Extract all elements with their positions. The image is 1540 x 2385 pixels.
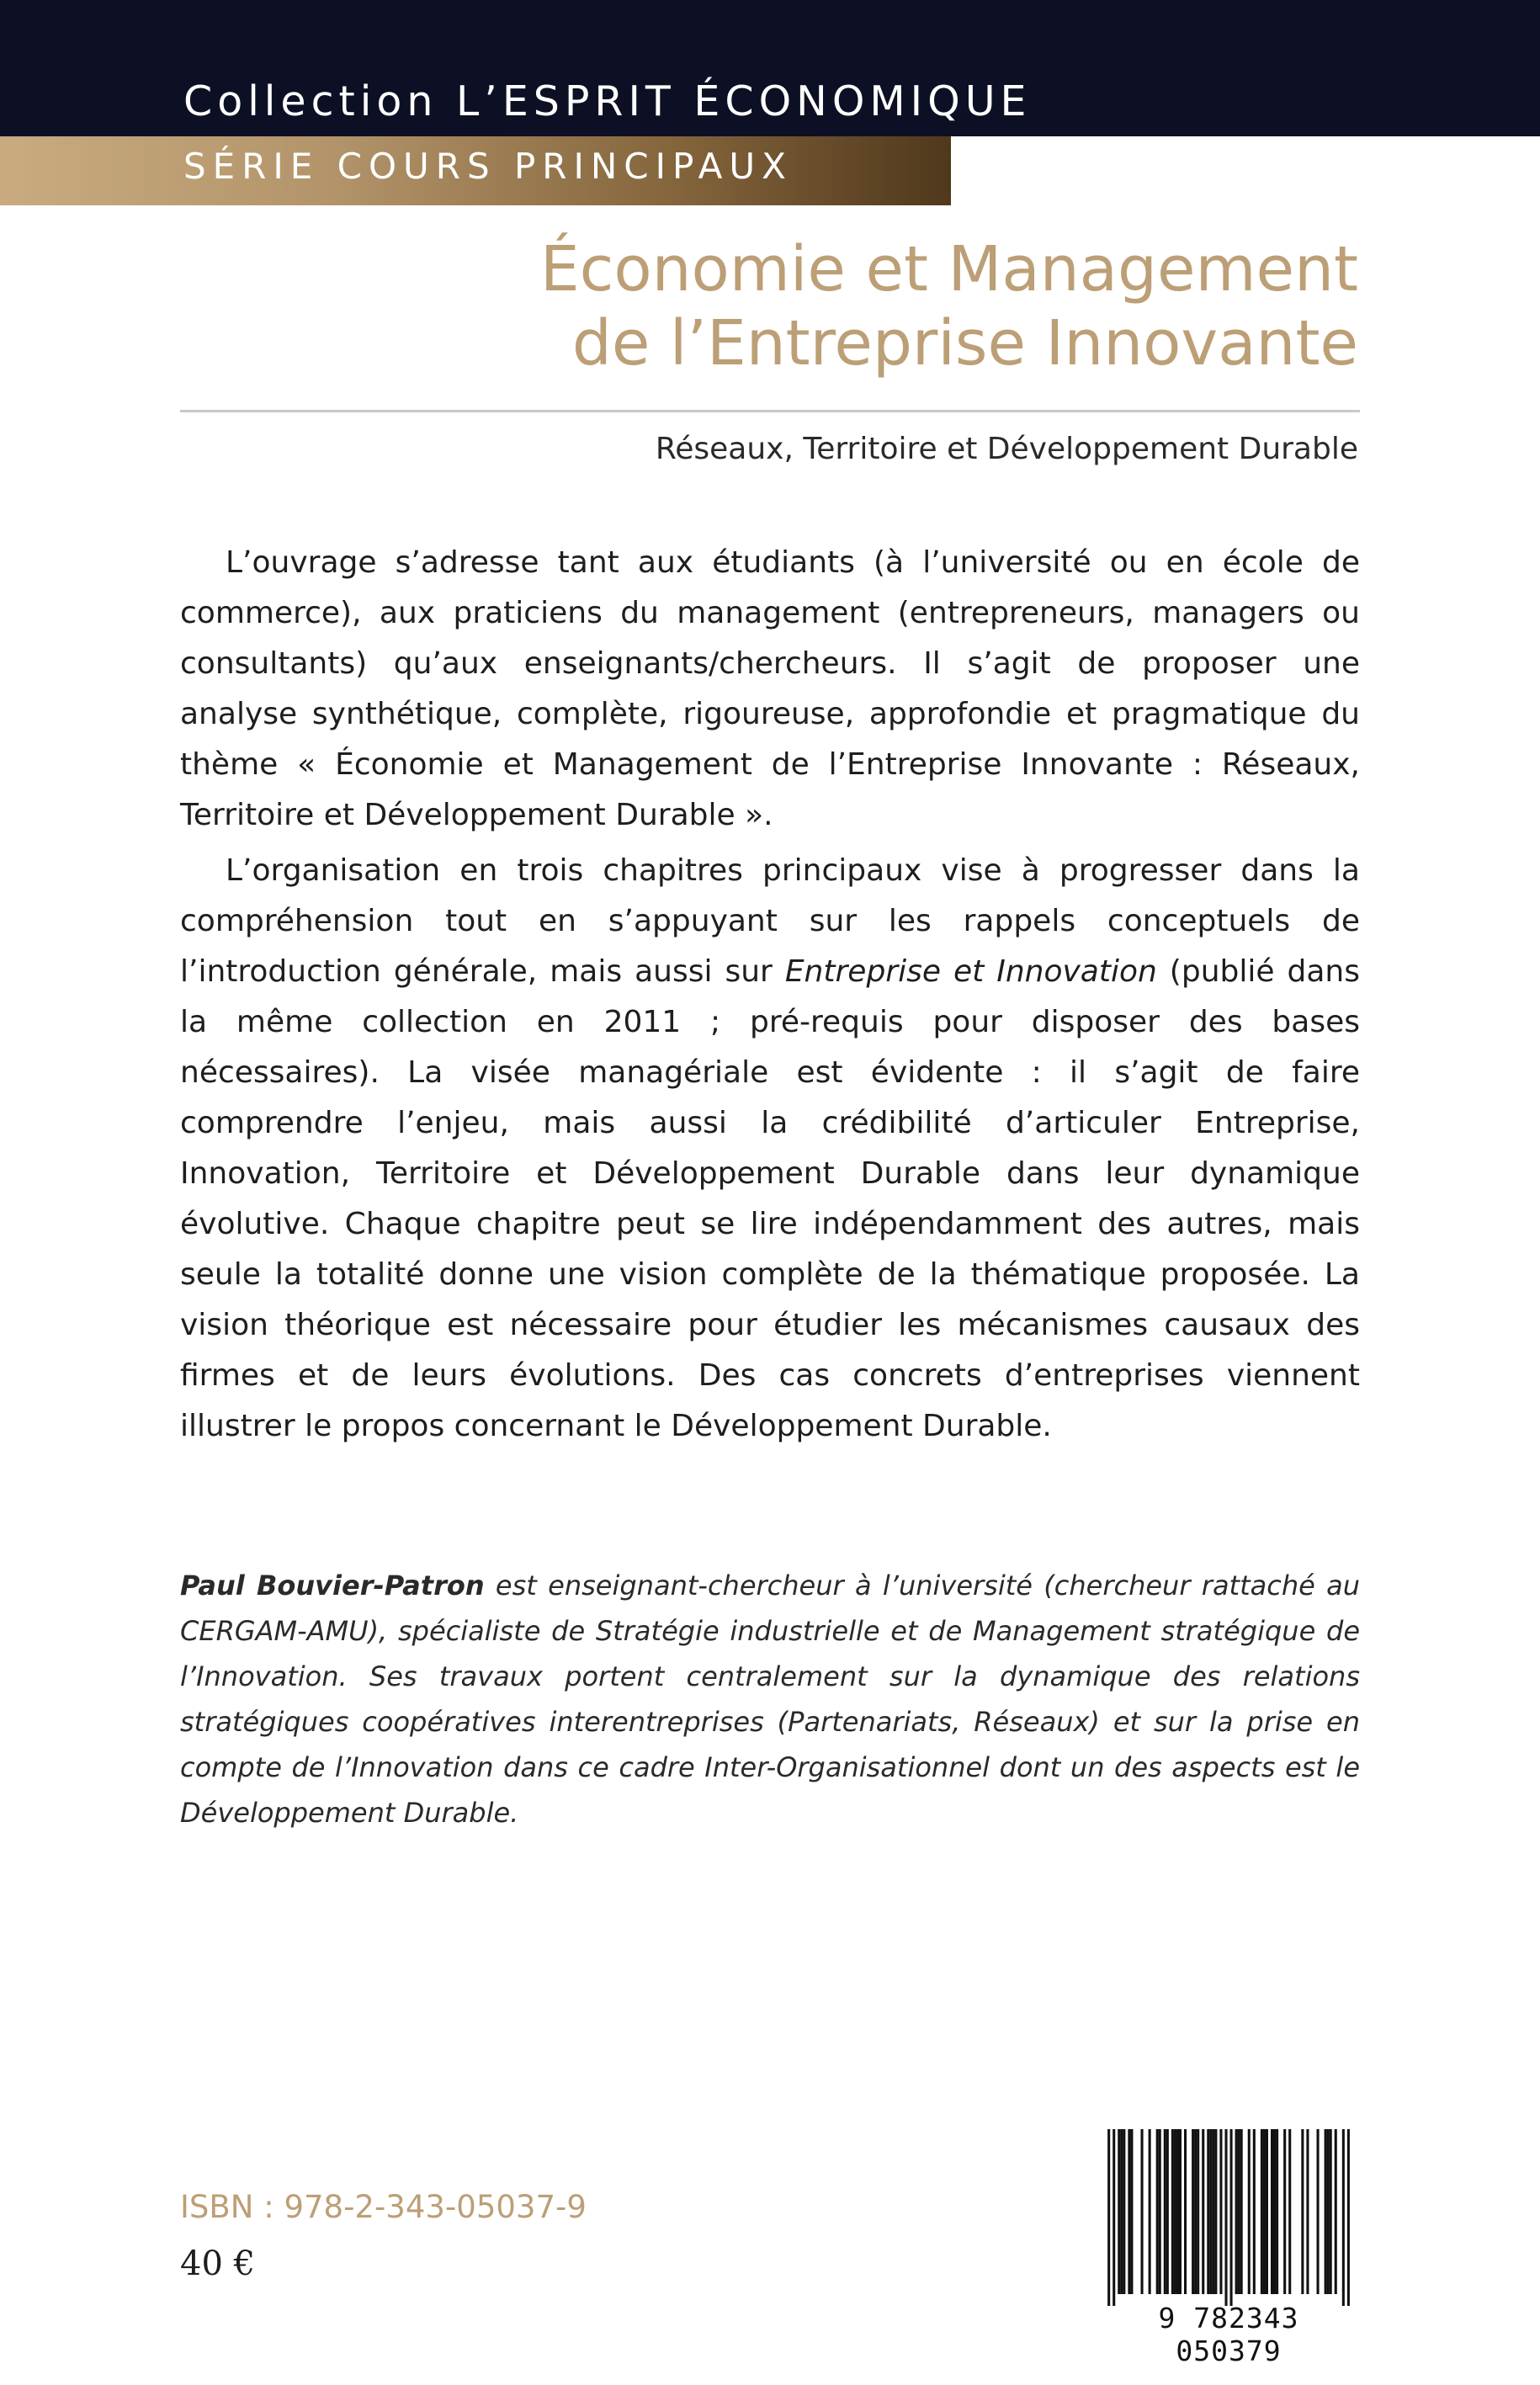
barcode-bar xyxy=(1306,2129,1309,2294)
paragraph-text xyxy=(180,846,1360,1452)
description-paragraph-1 xyxy=(180,538,1360,841)
author-bio xyxy=(180,1563,1360,1835)
book-title-line-2: de l’Entreprise Innovante xyxy=(571,307,1358,380)
barcode-bar xyxy=(1184,2129,1187,2294)
series-title: SÉRIE COURS PRINCIPAUX xyxy=(183,146,793,187)
collection-title: Collection L’ESPRIT ÉCONOMIQUE xyxy=(183,77,1032,125)
barcode-bar xyxy=(1194,2129,1197,2294)
barcode-bar xyxy=(1176,2129,1179,2294)
barcode-bar xyxy=(1107,2129,1110,2306)
barcode-bar xyxy=(1276,2129,1278,2294)
barcode-bar xyxy=(1288,2129,1291,2294)
barcode-bar xyxy=(1230,2129,1233,2306)
referenced-book-title: Entreprise et Innovation xyxy=(784,954,1157,989)
barcode-bar xyxy=(1330,2129,1332,2294)
barcode-bar xyxy=(1123,2129,1125,2294)
barcode-bar xyxy=(1214,2129,1217,2294)
barcode-bar xyxy=(1271,2129,1273,2294)
barcode-bar xyxy=(1266,2129,1268,2294)
author-name: Paul Bouvier-Patron xyxy=(180,1570,485,1602)
isbn: ISBN : 978-2-343-05037-9 xyxy=(180,2189,587,2225)
barcode-bar xyxy=(1202,2129,1204,2294)
barcode-bar xyxy=(1209,2129,1212,2294)
price: 40 € xyxy=(180,2244,256,2283)
barcode-bar xyxy=(1317,2129,1320,2294)
barcode-bar xyxy=(1327,2129,1330,2294)
barcode-bar xyxy=(1253,2129,1256,2294)
barcode-bar xyxy=(1120,2129,1123,2294)
barcode-bar xyxy=(1301,2129,1304,2294)
author-bio-text: est enseignant-chercheur à l’université (chercheur rattaché au CERGAM-AMU), spécialiste de Stratégie industrielle et de Management stratégique de l’Innovation. Ses travaux portent centralement sur la dynamique des relations stratégiques coopératives interentreprises (Partenariats, Réseaux) et sur la prise en compte de l’Innovation dans ce cadre Inter-Organisationnel dont un des aspects est le Développement Durable. xyxy=(180,1570,1361,1829)
description-paragraph-2 xyxy=(180,846,1360,1452)
paragraph-text: L’ouvrage s’adresse tant aux étudiants (à l’université ou en école de commerce), aux praticiens du management (entrepreneurs, managers ou consultants) qu’aux enseignants/chercheurs. Il s’agit de proposer une analyse synthétique, complète, rigoureuse, approfondie et pragmatique du thème « Économie et Management de l’Entreprise Innovante : Réseaux, Territoire et Développement Durable ». xyxy=(180,545,1360,832)
barcode-bar xyxy=(1261,2129,1263,2294)
barcode-bar xyxy=(1273,2129,1276,2294)
barcode-bar xyxy=(1263,2129,1266,2294)
barcode-bars xyxy=(1097,2129,1360,2306)
book-title-line-1: Économie et Management xyxy=(539,233,1358,305)
barcode-bar xyxy=(1141,2129,1144,2294)
paragraph-text-end: (publié dans la même collection en 2011 ; pré-requis pour disposer des bases nécessaires). La visée managériale est évidente : il s’agit de faire comprendre l’enjeu, mais aussi la crédibilité d’articuler Entreprise, Innovation, Territoire et Développement Durable dans leur dynamique évolutive. Chaque chapitre peut se lire indépendamment des autres, mais seule la totalité donne une vision complète de la thématique proposée. La vision théorique est nécessaire pour étudier les mécanismes causaux des firmes et de leurs évolutions. Des cas concrets d’entreprises viennent illustrer le propos concernant le Développement Durable. xyxy=(180,954,1360,1443)
barcode-bar xyxy=(1219,2129,1222,2294)
barcode-bar xyxy=(1207,2129,1209,2294)
barcode-bar xyxy=(1283,2129,1286,2294)
barcode-bar xyxy=(1224,2129,1227,2306)
barcode-bar xyxy=(1347,2129,1350,2306)
barcode-bar xyxy=(1128,2129,1130,2294)
barcode-bar xyxy=(1156,2129,1159,2294)
barcode-bar xyxy=(1240,2129,1243,2294)
barcode-bar xyxy=(1335,2129,1337,2294)
barcode-bar xyxy=(1149,2129,1151,2294)
book-subtitle: Réseaux, Territoire et Développement Durable xyxy=(655,432,1358,466)
title-divider xyxy=(180,410,1360,412)
barcode-digits: 9 782343 050379 xyxy=(1158,2302,1299,2367)
barcode-bar xyxy=(1174,2129,1176,2294)
barcode-bar xyxy=(1235,2129,1238,2294)
barcode-bar xyxy=(1325,2129,1327,2294)
barcode-bar xyxy=(1192,2129,1194,2294)
barcode-bar xyxy=(1179,2129,1182,2294)
book-title xyxy=(540,232,1358,380)
barcode-bar xyxy=(1159,2129,1161,2294)
barcode-bar xyxy=(1212,2129,1214,2294)
barcode-bar xyxy=(1171,2129,1174,2294)
barcode-bar xyxy=(1197,2129,1199,2294)
barcode-bar xyxy=(1238,2129,1240,2294)
paragraph-text-start: L’organisation en trois chapitres principaux vise à progresser dans la compréhension tout en s’appuyant sur les rappels conceptuels de l’introduction générale, mais aussi sur xyxy=(180,853,1360,989)
barcode-bar xyxy=(1248,2129,1251,2294)
barcode-bar xyxy=(1342,2129,1345,2306)
barcode xyxy=(1097,2129,1360,2367)
barcode-bar xyxy=(1164,2129,1166,2294)
barcode-bar xyxy=(1113,2129,1115,2306)
barcode-bar xyxy=(1130,2129,1133,2294)
barcode-bar xyxy=(1166,2129,1169,2294)
barcode-bar xyxy=(1118,2129,1120,2294)
